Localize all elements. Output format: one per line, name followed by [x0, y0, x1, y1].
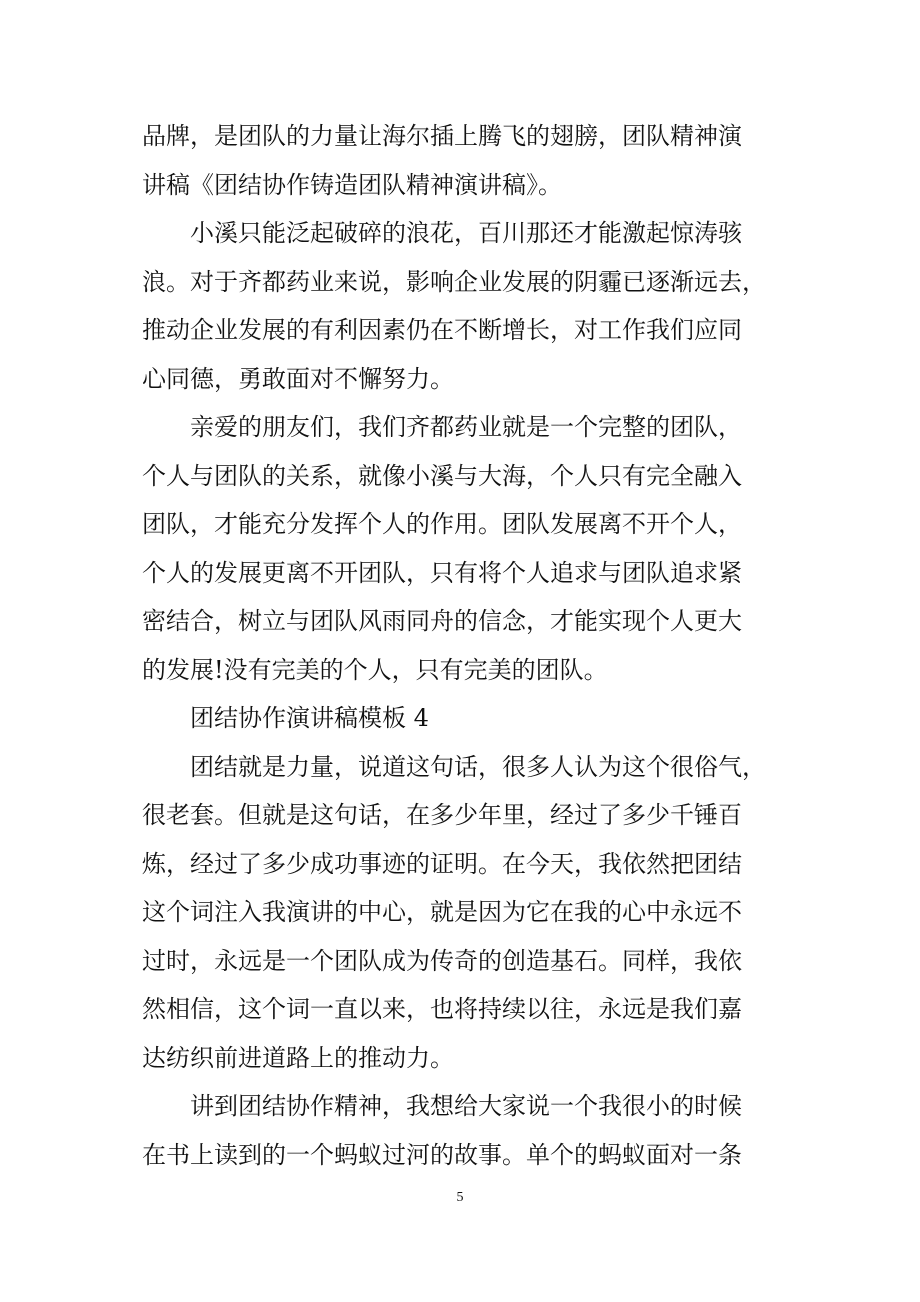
paragraph-first-line: 团结就是力量，说道这句话，很多人认为这个很俗气， [190, 752, 766, 781]
text-line: 达纺织前进道路上的推动力。 [142, 1043, 454, 1072]
text-line: 推动企业发展的有利因素仍在不断增长，对工作我们应同 [142, 316, 742, 344]
text-line: 心同德，勇敢面对不懈努力。 [142, 364, 454, 393]
text-line: 团队，才能充分发挥个人的作用。团队发展离不开个人， [142, 510, 742, 538]
text-line: 的发展!没有完美的个人，只有完美的团队。 [142, 655, 608, 684]
text-line: 个人与团队的关系，就像小溪与大海，个人只有完全融入 [142, 461, 742, 490]
text-line: 过时，永远是一个团队成为传奇的创造基石。同样，我依 [142, 946, 742, 975]
text-line: 在书上读到的一个蚂蚁过河的故事。单个的蚂蚁面对一条 [142, 1140, 742, 1169]
text-line: 个人的发展更离不开团队，只有将个人追求与团队追求紧 [142, 558, 742, 587]
text-line: 讲稿《团结协作铸造团队精神演讲稿》。 [142, 170, 562, 199]
text-line: 这个词注入我演讲的中心，就是因为它在我的心中永远不 [142, 898, 742, 926]
paragraph-first-line: 亲爱的朋友们，我们齐都药业就是一个完整的团队， [190, 413, 742, 441]
body-text [142, 112, 782, 1179]
text-line: 炼，经过了多少成功事迹的证明。在今天，我依然把团结 [142, 849, 742, 878]
text-line: 然相信，这个词一直以来，也将持续以往，永远是我们嘉 [142, 995, 742, 1023]
paragraph-first-line: 小溪只能泛起破碎的浪花，百川那还才能激起惊涛骇 [190, 219, 742, 247]
paragraph-first-line: 团结协作演讲稿模板 4 [190, 704, 429, 732]
text-line: 浪。对于齐都药业来说，影响企业发展的阴霾已逐渐远去， [142, 267, 766, 296]
text-line: 很老套。但就是这句话，在多少年里，经过了多少千锤百 [142, 801, 742, 829]
paragraph-first-line: 讲到团结协作精神，我想给大家说一个我很小的时候 [190, 1092, 742, 1120]
page-number: 5 [456, 1190, 464, 1205]
text-line: 密结合，树立与团队风雨同舟的信念，才能实现个人更大 [142, 607, 742, 635]
text-line: 品牌，是团队的力量让海尔插上腾飞的翅膀，团队精神演 [142, 122, 742, 150]
